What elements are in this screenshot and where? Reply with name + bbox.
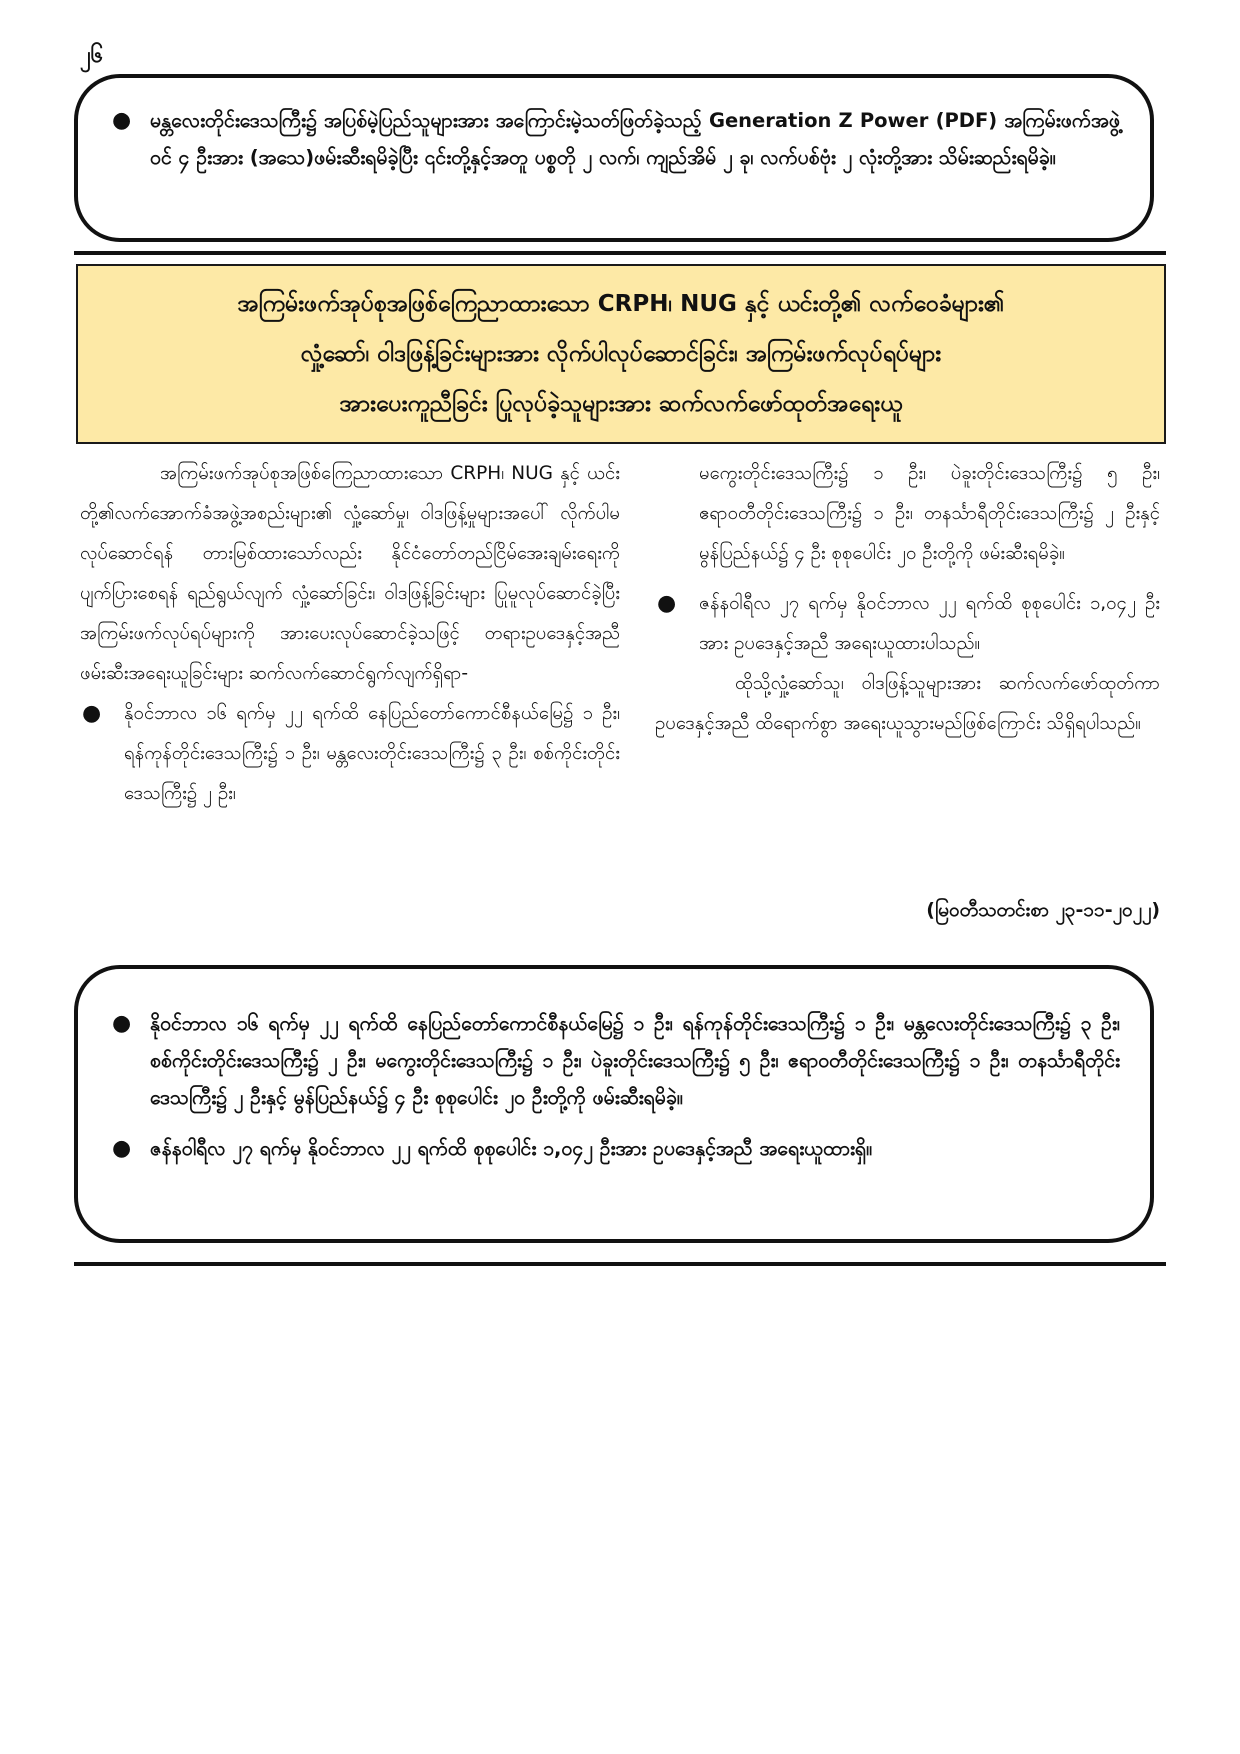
summary-bullet-item — [106, 102, 1120, 176]
summary-box-bottom — [74, 965, 1154, 1243]
article-bullet-continued: မကွေးတိုင်းဒေသကြီး၌ ၁ ဦး၊ ပဲခူးတိုင်းဒေသကြီး၌ ၅ ဦး၊ ဧရာဝတီတိုင်းဒေသကြီး၌ ၁ ဦး၊ တနင်္သာရီတိုင်းဒေသကြီး၌ ၂ ဦးနှင့် မွန်ပြည်နယ်၌ ၄ ဦး စုစုပေါင်း ၂၀ ဦးတို့ကို ဖမ်းဆီးရမိခဲ့။ — [699, 463, 1160, 564]
bullet-icon: ● — [112, 1136, 132, 1161]
bullet-icon: ● — [82, 701, 102, 726]
bullet-icon: ● — [112, 108, 132, 133]
summary-bullet-text: နိုဝင်ဘာလ ၁၆ ရက်မှ ၂၂ ရက်ထိ နေပြည်တော်ကောင်စီနယ်မြေ၌ ၁ ဦး၊ ရန်ကုန်တိုင်းဒေသကြီး၌ ၁ ဦး၊ မန္တလေးတိုင်းဒေသကြီး၌ ၃ ဦး၊ စစ်ကိုင်းတိုင်းဒေသကြီး၌ ၂ ဦး၊ မကွေးတိုင်းဒေသကြီး၌ ၁ ဦး၊ ပဲခူးတိုင်းဒေသကြီး၌ ၅ ဦး၊ ဧရာဝတီတိုင်းဒေသကြီး၌ ၁ ဦး၊ တနင်္သာရီတိုင်းဒေသကြီး၌ ၂ ဦးနှင့် မွန်ပြည်နယ်၌ ၄ ဦး စုစုပေါင်း ၂၀ ဦးတို့ကို ဖမ်းဆီးရမိခဲ့။ — [150, 1012, 1120, 1109]
article-bullet-text: ဇန်နဝါရီလ ၂၇ ရက်မှ နိုဝင်ဘာလ ၂၂ ရက်ထိ စုစုပေါင်း ၁,၀၄၂ ဦးအား ဥပဒေနှင့်အညီ အရေးယူထားပါသည်။ — [699, 593, 1160, 654]
divider-rule — [74, 1262, 1166, 1266]
summary-bullet-text: မန္တလေးတိုင်းဒေသကြီး၌ အပြစ်မဲ့ပြည်သူများအား အကြောင်းမဲ့သတ်ဖြတ်ခဲ့သည့် Generation Z Power (PDF) အကြမ်းဖက်အဖွဲ့ဝင် ၄ ဦးအား (အသေ)ဖမ်းဆီးရမိခဲ့ပြီး ၎င်းတို့နှင့်အတူ ပစ္စတို ၂ လက်၊ ကျည်အိမ် ၂ ခု၊ လက်ပစ်ဗုံး ၂ လုံးတို့အား သိမ်းဆည်းရမိခဲ့။ — [150, 109, 1120, 169]
article-headline — [76, 264, 1166, 444]
page-number: ၂၆ — [80, 43, 104, 68]
headline-line: အားပေးကူညီခြင်း ပြုလုပ်ခဲ့သူများအား ဆက်လက်ဖော်ထုတ်အရေးယူ — [339, 391, 903, 417]
article-intro: အကြမ်းဖက်အုပ်စုအဖြစ်ကြေညာထားသော CRPH၊ NUG နှင့် ယင်းတို့၏လက်အောက်ခံအဖွဲ့အစည်းများ၏ လှုံ့ဆော်မှု၊ ဝါဒဖြန့်မှုများအပေါ် လိုက်ပါမလုပ်ဆောင်ရန် တားမြစ်ထားသော်လည်း နိုင်ငံတော်တည်ငြိမ်အေးချမ်းရေးကို ပျက်ပြားစေရန် ရည်ရွယ်လျက် လှုံ့ဆော်ခြင်း၊ ဝါဒဖြန့်ခြင်းများ ပြုမူလုပ်ဆောင်ခဲ့ပြီး အကြမ်းဖက်လုပ်ရပ်များကို အားပေးလုပ်ဆောင်ခဲ့သဖြင့် တရားဥပဒေနှင့်အညီ ဖမ်းဆီးအရေးယူခြင်းများ ဆက်လက်ဆောင်ရွက်လျက်ရှိရာ- — [80, 463, 620, 684]
summary-list — [106, 1005, 1120, 1167]
article-bullet-text: နိုဝင်ဘာလ ၁၆ ရက်မှ ၂၂ ရက်ထိ နေပြည်တော်ကောင်စီနယ်မြေ၌ ၁ ဦး၊ ရန်ကုန်တိုင်းဒေသကြီး၌ ၁ ဦး၊ မန္တလေးတိုင်းဒေသကြီး၌ ၃ ဦး၊ စစ်ကိုင်းတိုင်းဒေသကြီး၌ ၂ ဦး၊ — [124, 703, 620, 804]
article-bullet-item — [655, 584, 1160, 664]
bullet-icon: ● — [112, 1011, 132, 1036]
bullet-icon: ● — [657, 591, 677, 616]
summary-bullet-text: ဇန်နဝါရီလ ၂၇ ရက်မှ နိုဝင်ဘာလ ၂၂ ရက်ထိ စုစုပေါင်း ၁,၀၄၂ ဦးအား ဥပဒေနှင့်အညီ အရေးယူထားရှိ။ — [150, 1137, 873, 1160]
article-bullet-item — [80, 694, 620, 814]
summary-box-top — [74, 74, 1154, 242]
divider-rule — [74, 251, 1166, 255]
summary-bullet-item — [106, 1005, 1120, 1116]
article-column-right — [655, 454, 1160, 744]
summary-list — [106, 102, 1120, 176]
article-column-left — [80, 454, 620, 814]
article-closing: ထိုသို့လှုံ့ဆော်သူ၊ ဝါဒဖြန့်သူများအား ဆက်လက်ဖော်ထုတ်ကာ ဥပဒေနှင့်အညီ ထိရောက်စွာ အရေးယူသွားမည်ဖြစ်ကြောင်း သိရှိရပါသည်။ — [655, 673, 1160, 734]
article-source: (မြဝတီသတင်းစာ ၂၃-၁၁-၂၀၂၂) — [926, 899, 1160, 921]
headline-line: အကြမ်းဖက်အုပ်စုအဖြစ်ကြေညာထားသော CRPH၊ NUG နှင့် ယင်းတို့၏ လက်ဝေခံများ၏ — [237, 291, 1005, 317]
headline-line: လှုံ့ဆော်၊ ဝါဒဖြန့်ခြင်းများအား လိုက်ပါလုပ်ဆောင်ခြင်း၊ အကြမ်းဖက်လုပ်ရပ်များ — [300, 341, 942, 367]
summary-bullet-item — [106, 1130, 1120, 1167]
